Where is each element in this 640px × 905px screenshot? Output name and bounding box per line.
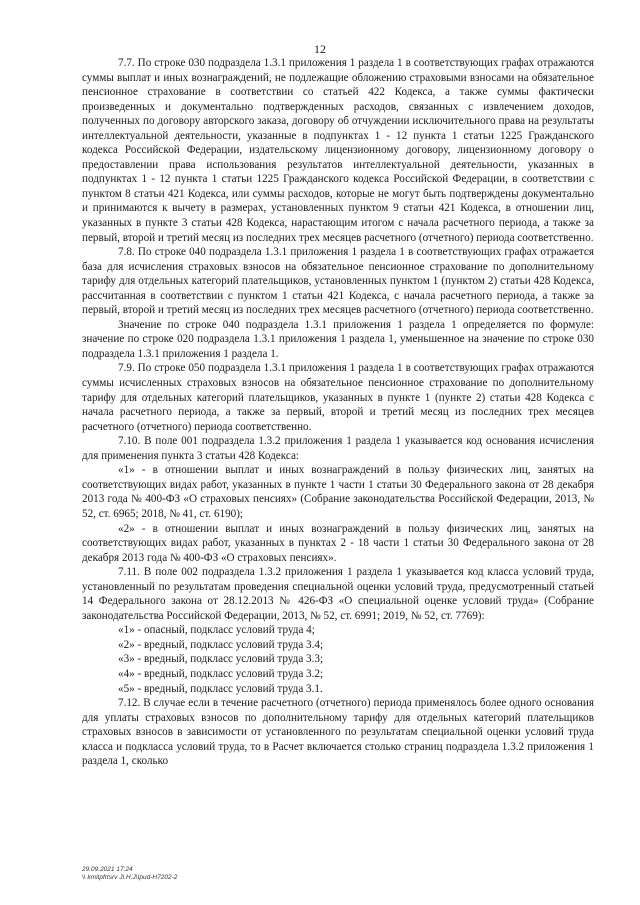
paragraph: 7.11. В поле 002 подраздела 1.3.2 приложения 1 раздела 1 указывается код класса условий труда, установленный по результатам проведения специальной оценки условий труда, предусмотренный статьей 14 Федерального закона от 28.12.2013 № 426-ФЗ «О специальной оценке условий труда» (Собрание законодательства Российской Федерации, 2013, № 52, ст. 6991; 2019, № 52, ст. 7769): bbox=[82, 566, 594, 622]
list-item: «3» - вредный, подкласс условий труда 3.3; bbox=[118, 653, 324, 666]
paragraph: 7.12. В случае если в течение расчетного (отчетного) периода применялось более одного основания для уплаты страховых взносов по дополнительному тарифу для отдельных категорий плательщиков страховых взносов в зависимости от установленного по результатам специальной оценки условий труда класса и подкласса условий труда, то в Расчет включается столько страниц подраздела 1.3.2 приложения 1 раздела 1, сколько bbox=[82, 697, 594, 768]
paragraph: 7.9. По строке 050 подраздела 1.3.1 приложения 1 раздела 1 в соответствующих графах отражаются суммы исчисленных страховых взносов на обязательное пенсионное страхование по дополнительному тарифу для отдельных категорий плательщиков, указанных в пункте 1 (пункте 2) статьи 428 Кодекса с начала расчетного периода, а также за первый, второй и третий месяц из последних трех месяцев расчетного (отчетного) периода соответственно. bbox=[82, 362, 594, 433]
paragraph: 7.10. В поле 001 подраздела 1.3.2 приложения 1 раздела 1 указывается код основания исчисления для применения пункта 3 статьи 428 Кодекса: bbox=[82, 435, 594, 462]
list-item: «2» - вредный, подкласс условий труда 3.4; bbox=[118, 638, 324, 651]
document-body bbox=[82, 56, 594, 769]
footer-file-path: \\ kmitpfrtsrv JI.H.J\Ipud-H7202-2 bbox=[82, 874, 178, 881]
page-number: 12 bbox=[314, 42, 326, 56]
paragraph: Значение по строке 040 подраздела 1.3.1 приложения 1 раздела 1 определяется по формуле: значение по строке 020 подраздела 1.3.1 приложения 1 раздела 1, уменьшенное на значение по строке 030 подраздела 1.3.1 приложения 1 раздела 1. bbox=[82, 318, 594, 360]
paragraph: 7.7. По строке 030 подраздела 1.3.1 приложения 1 раздела 1 в соответствующих графах отражаются суммы выплат и иных вознаграждений, не подлежащие обложению страховыми взносами на обязательное пенсионное страхование в соответствии со статьей 422 Кодекса, а также суммы фактически произведенных и документально подтвержденных расходов, связанных с извлечением доходов, полученных по договору авторского заказа, договору об отчуждении исключительного права на результаты интеллектуальной деятельности, указанные в подпунктах 1 - 12 пункта 1 статьи 1225 Гражданского кодекса Российской Федерации, издательскому лицензионному договору, лицензионному договору о предоставлении права использования результатов интеллектуальной деятельности, указанных в подпунктах 1 - 12 пункта 1 статьи 1225 Гражданского кодекса Российской Федерации, в соответствии с пунктом 8 статьи 421 Кодекса, или суммы расходов, которые не могут быть подтверждены документально и принимаются к вычету в размерах, установленных пунктом 9 статьи 421 Кодекса, в отношении лиц, указанных в пункте 3 статьи 428 Кодекса, нарастающим итогом с начала расчетного периода, а также за первый, второй и третий месяц из последних трех месяцев расчетного (отчетного) периода соответственно. bbox=[82, 57, 594, 244]
document-footer bbox=[82, 866, 177, 882]
paragraph: 7.8. По строке 040 подраздела 1.3.1 приложения 1 раздела 1 в соответствующих графах отражается база для исчисления страховых взносов на обязательное пенсионное страхование по дополнительному тарифу для отдельных категорий плательщиков, установленных пунктом 1 (пунктом 2) статьи 428 Кодекса, рассчитанная в соответствии с пунктом 1 статьи 421 Кодекса, с начала расчетного периода, а также за первый, второй и третий месяц из последних трех месяцев расчетного (отчетного) периода соответственно. bbox=[82, 246, 594, 317]
footer-timestamp: 29.09.2021 17:24 bbox=[82, 866, 133, 873]
list-item: «4» - вредный, подкласс условий труда 3.2; bbox=[118, 667, 324, 680]
paragraph: «1» - в отношении выплат и иных вознаграждений в пользу физических лиц, занятых на соответствующих видах работ, указанных в пункте 1 части 1 статьи 30 Федерального закона от 28 декабря 2013 года № 400-ФЗ «О страховых пенсиях» (Собрание законодательства Российской Федерации, 2013, № 52, ст. 6965; 2018, № 41, ст. 6190); bbox=[82, 464, 594, 520]
list-item: «5» - вредный, подкласс условий труда 3.1. bbox=[118, 682, 323, 695]
paragraph: «2» - в отношении выплат и иных вознаграждений в пользу физических лиц, занятых на соответствующих видах работ, указанных в пунктах 2 - 18 части 1 статьи 30 Федерального закона от 28 декабря 2013 года № 400-ФЗ «О страховых пенсиях». bbox=[82, 522, 594, 564]
list-item: «1» - опасный, подкласс условий труда 4; bbox=[118, 624, 315, 637]
